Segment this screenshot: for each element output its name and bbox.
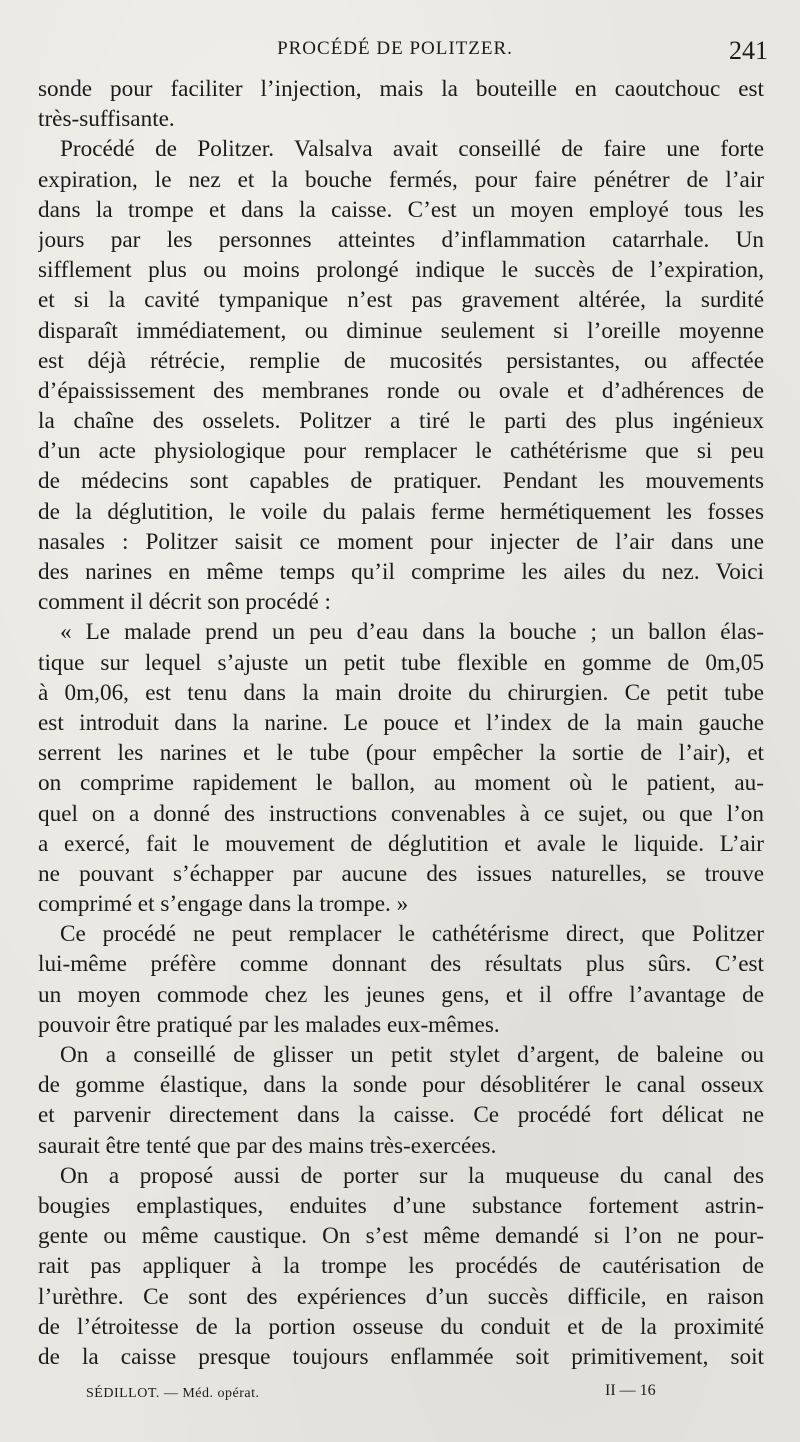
text-line-content: On a conseillé de glisser un petit stylet d’argent, de baleine ou	[60, 1042, 764, 1068]
text-line	[38, 285, 764, 315]
text-line	[38, 1312, 764, 1342]
text-line-content: comprimé et s’engage dans la trompe. »	[38, 891, 409, 918]
text-line-content: dans la trompe et dans la caisse. C’est un moyen employé tous les	[38, 196, 764, 223]
text-line	[38, 859, 764, 889]
text-line-content: expiration, le nez et la bouche fermés, pour faire pénétrer de l’air	[38, 166, 764, 193]
text-line	[38, 768, 764, 798]
text-line	[38, 617, 764, 647]
text-line-content: pouvoir être pratiqué par les malades eux-mêmes.	[38, 1011, 500, 1038]
text-line	[38, 165, 764, 195]
text-line-content: et parvenir directement dans la caisse. Ce procédé fort délicat ne	[38, 1102, 764, 1129]
page-number: 241	[729, 36, 768, 65]
text-line	[38, 829, 764, 859]
text-line-content: de médecins sont capables de pratiquer. Pendant les mouvements	[38, 468, 764, 495]
text-line	[38, 799, 764, 829]
text-line-content: sifflement plus ou moins prolongé indique le succès de l’expiration,	[38, 257, 764, 284]
text-line-content: comment il décrit son procédé :	[38, 589, 331, 616]
text-line-content: serrent les narines et le tube (pour empêcher la sortie de l’air), et	[38, 740, 764, 767]
text-line	[38, 1161, 764, 1191]
text-line	[38, 949, 764, 979]
text-line-content: de la caisse presque toujours enflammée soit primitivement, soit	[38, 1343, 764, 1370]
text-line-content: bougies emplastiques, enduites d’une substance fortement astrin-	[38, 1192, 764, 1219]
text-line	[38, 406, 764, 436]
text-line-content: d’un acte physiologique pour remplacer le cathétérisme que si peu	[38, 438, 764, 465]
text-line-content: quel on a donné des instructions convenables à ce sujet, ou que l’on	[38, 800, 764, 827]
text-line	[38, 1191, 764, 1221]
text-line-content: de la déglutition, le voile du palais ferme hermétiquement les fosses	[38, 498, 764, 525]
text-line	[38, 195, 764, 225]
text-line-content: on comprime rapidement le ballon, au moment où le patient, au-	[38, 770, 764, 797]
text-line	[38, 1131, 764, 1161]
footer-author-reference: SÉDILLOT. — Méd. opérat.	[86, 1386, 260, 1401]
running-title: PROCÉDÉ DE POLITZER.	[277, 38, 513, 59]
text-line	[38, 436, 764, 466]
text-line-content: de gomme élastique, dans la sonde pour désoblitérer le canal osseux	[38, 1072, 764, 1099]
text-line-content: la chaîne des osselets. Politzer a tiré le parti des plus ingénieux	[38, 408, 764, 435]
text-line-content: jours par les personnes atteintes d’inflammation catarrhale. Un	[38, 226, 764, 253]
text-line-content: a exercé, fait le mouvement de déglutition et avale le liquide. L’air	[38, 830, 764, 857]
text-line	[38, 1221, 764, 1251]
page-footer	[0, 1378, 800, 1408]
text-line-content: On a proposé aussi de porter sur la muqueuse du canal des	[60, 1162, 764, 1189]
text-line	[38, 557, 764, 587]
text-line	[38, 346, 764, 376]
text-line	[38, 497, 764, 527]
text-line-content: ne pouvant s’échapper par aucune des issues naturelles, se trouve	[38, 860, 764, 887]
text-line	[38, 1251, 764, 1281]
text-line-content: tique sur lequel s’ajuste un petit tube flexible en gomme de 0m,05	[38, 649, 764, 676]
text-line	[38, 738, 764, 768]
text-line-content: Procédé de Politzer. Valsalva avait conseillé de faire une forte	[60, 136, 764, 163]
text-line	[38, 466, 764, 496]
text-line-content: rait pas appliquer à la trompe les procédés de cautérisation de	[38, 1253, 764, 1280]
text-line	[38, 104, 764, 134]
text-line	[38, 1010, 764, 1040]
text-line	[38, 708, 764, 738]
text-line	[38, 919, 764, 949]
text-line	[38, 1282, 764, 1312]
text-line	[38, 980, 764, 1010]
text-line	[38, 74, 764, 104]
text-line-content: d’épaississement des membranes ronde ou ovale et d’adhérences de	[38, 377, 764, 404]
text-line	[38, 678, 764, 708]
text-line-content: un moyen commode chez les jeunes gens, et il offre l’avantage de	[38, 981, 764, 1008]
text-line-content: et si la cavité tympanique n’est pas gravement altérée, la surdité	[38, 287, 764, 314]
text-line-content: est déjà rétrécie, remplie de mucosités persistantes, ou affectée	[38, 347, 764, 374]
text-line	[38, 376, 764, 406]
text-line	[38, 1342, 764, 1372]
text-line-content: disparaît immédiatement, ou diminue seulement si l’oreille moyenne	[38, 317, 764, 344]
running-head	[0, 36, 800, 66]
text-line	[38, 225, 764, 255]
body-text	[38, 74, 764, 1372]
text-line-content: nasales : Politzer saisit ce moment pour injecter de l’air dans une	[38, 528, 764, 555]
text-line-content: de l’étroitesse de la portion osseuse du conduit et de la proximité	[38, 1313, 764, 1340]
text-line	[38, 1040, 764, 1070]
text-line-content: très-suffisante.	[38, 106, 175, 133]
text-line	[38, 316, 764, 346]
text-line-content: saurait être tenté que par des mains très-exercées.	[38, 1132, 497, 1159]
text-line	[38, 134, 764, 164]
text-line-content: des narines en même temps qu’il comprime les ailes du nez. Voici	[38, 559, 764, 585]
text-line-content: est introduit dans la narine. Le pouce et l’index de la main gauche	[38, 709, 764, 736]
text-line	[38, 648, 764, 678]
text-line-content: à 0m,06, est tenu dans la main droite du chirurgien. Ce petit tube	[38, 679, 764, 706]
text-line	[38, 889, 764, 919]
text-line	[38, 1070, 764, 1100]
text-line	[38, 1100, 764, 1130]
text-line-content: lui-même préfère comme donnant des résultats plus sûrs. C’est	[38, 951, 764, 978]
text-line-content: gente ou même caustique. On s’est même demandé si l’on ne pour-	[38, 1223, 764, 1250]
text-line	[38, 255, 764, 285]
text-line	[38, 587, 764, 617]
text-line-content: l’urèthre. Ce sont des expériences d’un succès difficile, en raison	[38, 1283, 764, 1310]
text-line-content: Ce procédé ne peut remplacer le cathétérisme direct, que Politzer	[60, 921, 764, 948]
text-line	[38, 527, 764, 557]
text-line-content: « Le malade prend un peu d’eau dans la bouche ; un ballon élas-	[60, 619, 764, 646]
signature-mark: II — 16	[605, 1382, 656, 1399]
text-line-content: sonde pour faciliter l’injection, mais la bouteille en caoutchouc est	[38, 76, 764, 102]
